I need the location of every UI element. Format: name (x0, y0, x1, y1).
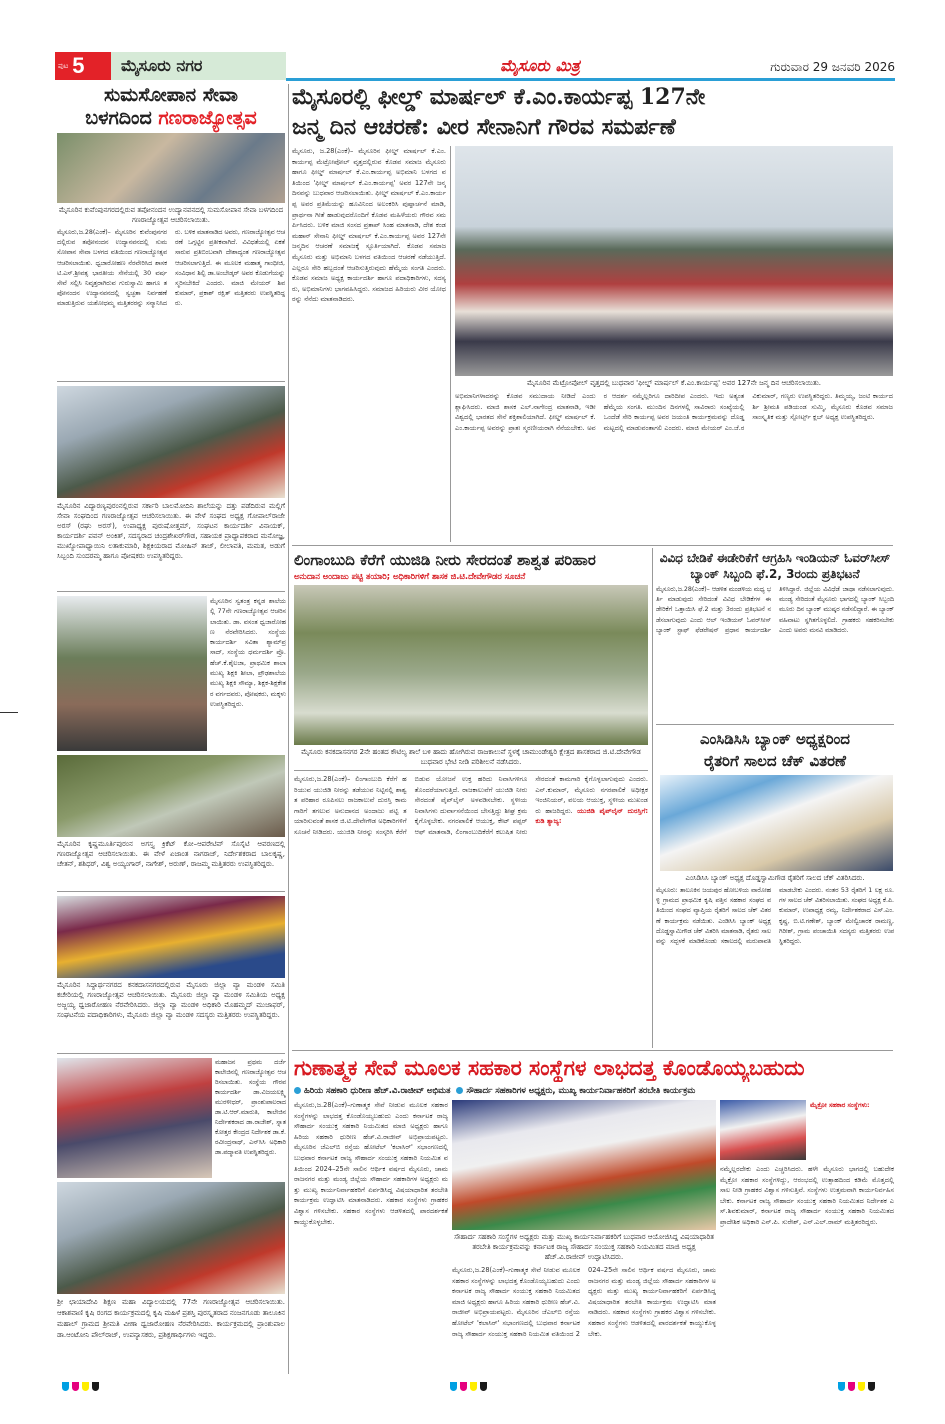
article-body: ಮೈಸೂರು: ತಾಲೂಕಿನ ಜಯಪುರ ಹೋಬಳಿಯ ವಾರೋಹಳ್ಳಿ ಗ್ರಾಮದ ಪ್ರಾಥಮಿಕ ಕೃಷಿ ಪತ್ತಿನ ಸಹಕಾರ ಸಂಘದ ವತಿಯಿಂದ ಸಂಘದ ವ್ಯಾಪ್ತಿಯ ರೈತರಿಗೆ ಸಾಲದ ಚೆಕ್ ವಿತರಣೆ ಕಾರ್ಯಕ್ರಮ ನಡೆಯಿತು. ಎಂಡಿಸಿಸಿ ಬ್ಯಾಂಕ್ ಅಧ್ಯಕ್ಷ ದೊಡ್ಡಸ್ವಾಮಿಗೌಡ ಚೆಕ್ ವಿತರಿಸಿ ಮಾತನಾಡಿ, ರೈತರು ಸಾಲವನ್ನು ಸದ್ಬಳಕೆ ಮಾಡಿಕೊಂಡು ಸಕಾಲದಲ್ಲಿ ಮರುಪಾವತಿ ಮಾಡಬೇಕು ಎಂದರು. ನಂತರ 53 ರೈತರಿಗೆ 1 ಲಕ್ಷ ರೂ.ಗಳ ಸಾಲದ ಚೆಕ್ ವಿತರಿಸಲಾಯಿತು. ಸಂಘದ ಅಧ್ಯಕ್ಷ ಕೆ.ಪಿ.ಕುಮಾರ್, ಉಪಾಧ್ಯಕ್ಷ ರಮ್ಯ, ನಿರ್ದೇಶಕರಾದ ಎಸ್.ಎಂ.ಕೃಷ್ಣ, ಬಿ.ಟಿ.ಗಣೇಶ್, ಬ್ಯಾಂಕ್ ಮೇಲ್ವಿಚಾರಕ ರಾಮಣ್ಣ, ಗಿರೀಶ್, ಗ್ರಾಮ ಪಂಚಾಯಿತಿ ಸದಸ್ಯರು ಮತ್ತಿತರರು ಉಪಸ್ಥಿತರಿದ್ದರು. (656, 887, 894, 946)
divider (57, 1053, 285, 1054)
headline-line: ಮೈಸೂರಲ್ಲಿ ಫೀಲ್ಡ್ ಮಾರ್ಷಲ್ ಕೆ.ಎಂ.ಕಾರ್ಯಪ್ಪ 127ನೇ (292, 84, 706, 110)
headline-highlight: ಗಣರಾಜ್ಯೋತ್ಸವ (158, 107, 257, 129)
inline-subhead: ಯುಜಿಡಿ ಪೈಪ್‌ಲೈನ್ ದುರಸ್ತಿಗೆ: (577, 806, 648, 815)
article-body: ಮಹಾಜನ ಪ್ರಥಮ ದರ್ಜೆ ಕಾಲೇಜಿನಲ್ಲಿ ಗಣರಾಜ್ಯೋತ್ಸವ ಆಚರಿಸಲಾಯಿತು. ಸಂಸ್ಥೆಯ ಗೌರವ ಕಾರ್ಯದರ್ಶಿ ಡಾ.ವಿಜಯಲಕ್ಷ್ಮಿ ಮುರಳೀಧರ್, ಪ್ರಾಂಶುಪಾಲರಾದ ಡಾ.ಟಿ.ಆರ್.ಮಾರುತಿ, ಕಾಲೇಜಿನ ನಿರ್ದೇಶಕರಾದ ಡಾ.ರಾಜೇಶ್, ಸ್ನಾತಕೋತ್ತರ ಕೇಂದ್ರದ ನಿರ್ದೇಶಕ ಡಾ.ಕೆ.ರವೀಂದ್ರನಾಥ್, ಎನ್‌ಸಿಸಿ ಅಧಿಕಾರಿ ಡಾ.ಪದ್ಮಾವತಿ ಉಪಸ್ಥಿತರಿದ್ದರು. (215, 1059, 286, 1156)
photo-caption: ಮೈಸೂರಿನ ಸಿದ್ಧಾರ್ಥನಗರದ ಕನಕದಾಸನಗರದಲ್ಲಿರುವ ಮೈಸೂರು ಜಿಲ್ಲಾ ವ್ಯಾ ಮಂಡಳಿ ಸಮಿತಿ ಕಚೇರಿಯಲ್ಲಿ ಗಣರಾಜ್ಯೋತ್ಸವ ಆಚರಿಸಲಾಯಿತು. ಮೈಸೂರು ಜಿಲ್ಲಾ ವ್ಯಾ ಮಂಡಳಿ ಸಮಿತಿಯ ಅಧ್ಯಕ್ಷ ಅಜ್ಜಯ್ಯ ಧ್ವಜಾರೋಹಣ ನೆರವೇರಿಸಿದರು. ಜಿಲ್ಲಾ ವ್ಯಾ ಮಂಡಳಿ ಅಧಿಕಾರಿ ಮೊಹಮ್ಮದ್ ಮುಜಾಫರ್, ಸಂಘಟನೆಯ ಪದಾಧಿಕಾರಿಗಳು, ಮೈಸೂರು ಜಿಲ್ಲಾ ವ್ಯಾ ಮಂಡಳಿ ಸದಸ್ಯರು ಮತ್ತಿತರರು ಉಪಸ್ಥಿತರಿದ್ದರು. (57, 981, 285, 1019)
coop-story-right (720, 1100, 894, 1376)
article-body: ನಮ್ಮೆಲ್ಲರದೇಕು ಎಂದು ಎಚ್ಚರಿಸಿದರು. ಹಳೇ ಮೈಸೂರು ಭಾಗದಲ್ಲಿ ಬಹುದೇಕ ಮೈಕ್ರೋ ಸಹಕಾರ ಸಂಸ್ಥೆಗಳಿದ್ದು, ಆರಂಭದಲ್ಲಿ ಉತ್ಸಾಹದಿಂದ ಕಡಿಮೆ ಮೊತ್ತದಲ್ಲಿ ಸಾಲ ನೀಡಿ ಗ್ರಾಹಕರ ವಿಶ್ವಾಸ ಗಳಿಸುತ್ತಿವೆ. ಸಂಸ್ಥೆಗಳು ಉತ್ತಮವಾಗಿ ಕಾರ್ಯನಿರ್ವಹಿಸಬೇಕು. ಕರ್ನಾಟಕ ರಾಜ್ಯ ಸೌಹಾರ್ದ ಸಂಯುಕ್ತ ಸಹಕಾರಿ ನಿಯಮಿತದ ನಿರ್ದೇಶಕ ಎಸ್.ಶಿವಕುಮಾರ್, ಕರ್ನಾಟಕ ರಾಜ್ಯ ಸೌಹಾರ್ದ ಸಂಯುಕ್ತ ಸಹಕಾರಿ ನಿಯಮಿತದ ಪ್ರಾದೇಶಿಕ ಅಧಿಕಾರಿ ಎನ್.ಪಿ. ಸುರೇಶ್, ಎನ್.ಎಲ್.ರಾಮ್ ಮತ್ತಿತರರಿದ್ದರು. (720, 1165, 894, 1226)
article-body: ಮೈಸೂರಿನ ಸ್ವತಂತ್ರ ಕನ್ನಡ ಶಾಲೆಯಲ್ಲಿ 77ನೇ ಗಣರಾಜ್ಯೋತ್ಸವ ಆಚರಿಸಲಾಯಿತು. ಡಾ. ವಸಂತ ಧ್ವಜಾರೋಹಣ ನೆರವೇರಿಸಿದರು. ಸಂಸ್ಥೆಯ ಕಾರ್ಯದರ್ಶಿ ಸವಿತಾ ಶ್ಯಾಮ್‌ಪ್ರಸಾದ್, ಸಂಸ್ಥೆಯ ಧರ್ಮದರ್ಶಿ ಪ್ರೊ.ಹೆಚ್.ಕೆ.ಶೈಲಜಾ, ಪ್ರಾಥಮಿಕ ಶಾಲಾ ಮುಖ್ಯ ಶಿಕ್ಷಕಿ ಶೀಲಾ, ಪ್ರೌಢಶಾಲೆಯ ಮುಖ್ಯ ಶಿಕ್ಷಕಿ ಸೌಮ್ಯಾ, ಶಿಕ್ಷಕ-ಶಿಕ್ಷಕೇತರ ವರ್ಗದವರು, ಪೋಷಕರು, ಮಕ್ಕಳು ಉಪಸ್ಥಿತರಿದ್ದರು. (210, 597, 286, 708)
photo-caption: ಮೈಸೂರಿನ ವಿದ್ಯಾರಣ್ಯಪುರಂನಲ್ಲಿರುವ ಸರ್ಕಾರಿ ಬಾಲಮೋದಿನಿ ಶಾಲೆಯನ್ನು ದತ್ತು ಪಡೆದಿರುವ ಮಲ್ಲಿಗೆ ಸೇವಾ ಸಂಘದಿಂದ ಗಣರಾಜ್ಯೋತ್ಸವ ಆಚರಿಸಲಾಯಿತು. ಈ ವೇಳೆ ಸಂಘದ ಅಧ್ಯಕ್ಷ ಗೋಪಾಲ್‌ರಾಜೇ ಅರಸ್ (ರಘು ಅರಸ್), ಉಪಾಧ್ಯಕ್ಷ ಪುರುಷೋತ್ತಮ್, ಸಂಘಟನ ಕಾರ್ಯದರ್ಶಿ ವಿನಾಯಕ್, ಕಾರ್ಯದರ್ಶಿ ಪವನ್ ಅಂಕಿತ್, ಸದಸ್ಯರಾದ ಚಂದ್ರಶೇಖರ್‌ಗೌಡ, ಸಹಾಯಕ ಪ್ರಾಧ್ಯಾಪಕರಾದ ಮನೋಜ್ಞ, ಮುಖ್ಯೋಪಾಧ್ಯಾಯಿನಿ ಲತಾಕುಮಾರಿ, ಶಿಕ್ಷಕಿಯರಾದ ಮೋಹಿನ್ ತಾಜ್, ಲೀಲಾವತಿ, ಮಮತ, ಅಡುಗೆ ಸಿಬ್ಬಂದಿ ಸುಂದರಮ್ಮ ಹಾಗೂ ಪೋಷಕರು ಉಪಸ್ಥಿತರಿದ್ದರು. (57, 502, 285, 560)
photo-caption: ಮೈಸೂರಿನ ಕುವೆಂಪುನಗರದಲ್ಲಿರುವ ತಪೋನಂದನ ಉದ್ಯಾನವನದಲ್ಲಿ ಸುಮಸೋಪಾನ ಸೇವಾ ಬಳಗದಿಂದ ಗಣರಾಜ್ಯೋತ್ಸವ ಆಚರಿಸಲಾಯಿತು. (58, 206, 284, 224)
headline-line: ಬಳಗದಿಂದ (85, 107, 159, 129)
headline-line: ಜನ್ಮ ದಿನ ಆಚರಣೆ: ವೀರ ಸೇನಾನಿಗೆ ಗೌರವ ಸಮರ್ಪಣೆ (292, 114, 676, 140)
yellow-mark (82, 1382, 89, 1391)
headline-lingambudi-lake: ಲಿಂಗಾಂಬುದಿ ಕೆರೆಗೆ ಯುಜಿಡಿ ನೀರು ಸೇರದಂತೆ ಶಾಶ್ವತ ಪರಿಹಾರ (294, 551, 596, 569)
column-divider (288, 84, 289, 1374)
registration-marks (450, 1382, 487, 1391)
photo-cricket-society (57, 755, 285, 837)
column-divider (652, 548, 653, 1048)
magenta-mark (72, 1382, 79, 1391)
article-body: ಮೈಸೂರು,ಜ.28(ಎಂಕೆ)–ಗುಣಾತ್ಮಕ ಸೇವೆ ನೀಡುವ ಮೂಲಕ ಸಹಕಾರ ಸಂಸ್ಥೆಗಳನ್ನು ಲಾಭದತ್ತ ಕೊಂಡೊಯ್ಯಬಹುದು ಎಂದು ಕರ್ನಾಟಕ ರಾಜ್ಯ ಸೌಹಾರ್ದ ಸಂಯುಕ್ತ ಸಹಕಾರಿ ನಿಯಮಿತದ ಮಾಜಿ ಅಧ್ಯಕ್ಷರು ಹಾಗೂ ಹಿರಿಯ ಸಹಕಾರಿ ಧುರೀಣ ಹೆಚ್.ವಿ.ರಾಜೀವ್ ಅಭಿಪ್ರಾಯಪಟ್ಟರು. ಮೈಸೂರಿನ ಜೆಎಲ್‌ಬಿ ರಸ್ತೆಯ ಹೋಟೆಲ್ 'ಕಲಾಸಿರ್' ಸಭಾಂಗಣದಲ್ಲಿ ಬುಧವಾರ ಕರ್ನಾಟಕ ರಾಜ್ಯ ಸೌಹಾರ್ದ ಸಂಯುಕ್ತ ಸಹಕಾರಿ ನಿಯಮಿತ ವತಿಯಿಂದ 2024–25ನೇ ಸಾಲಿನ ಆರ್ಥಿಕ ವರ್ಷದ ಮೈಸೂರು, ಚಾಮರಾಜನಗರ ಮತ್ತು ಮಂಡ್ಯ ಜಿಲ್ಲೆಯ ಸೌಹಾರ್ದ ಸಹಕಾರಿಗಳ ಅಧ್ಯಕ್ಷರು ಮತ್ತು ಮುಖ್ಯ ಕಾರ್ಯನಿರ್ವಾಹಕರಿಗೆ ಏರ್ಪಡಿಸಿದ್ದ ವಿಷಯಾಧಾರಿತ ತರಬೇತಿ ಕಾರ್ಯಕ್ರಮ ಉದ್ಘಾಟಿಸಿ ಮಾತನಾಡಿದರು. ಸಹಕಾರ ಸಂಸ್ಥೆಗಳು ಗ್ರಾಹಕರ ವಿಶ್ವಾಸ ಗಳಿಸಬೇಕು. ಸಹಕಾರ ಸಂಸ್ಥೆಗಳು ಆಡಳಿತದಲ್ಲಿ ಪಾರದರ್ಶಕತೆ ಕಾಯ್ದುಕೊಳ್ಳಬೇಕು. (452, 1266, 716, 1338)
crop-mark (0, 712, 18, 713)
coop-portrait-row (720, 1100, 894, 1160)
headline-cooperatives: ಗುಣಾತ್ಮಕ ಸೇವೆ ಮೂಲಕ ಸಹಕಾರ ಸಂಸ್ಥೆಗಳ ಲಾಭದತ್ತ ಕೊಂಡೊಯ್ಯಬಹುದು (294, 1055, 805, 1080)
cyan-mark (838, 1382, 845, 1391)
headline-bullets (294, 1084, 894, 1096)
article-body: ಮೈಸೂರು,ಜ.28(ಎಂಕೆ)– ಆಡಳಿತ ಮಂಡಳಿಯ ಮಧ್ಯ ಭರ್ತಿ ಮಾಡುವುದು ಸೇರಿದಂತೆ ವಿವಿಧ ಬೇಡಿಕೆಗಳ ಈಡೇರಿಕೆಗೆ ಒತ್ತಾಯಿಸಿ ಫೆ.2 ಮತ್ತು 3ರಂದು ಪ್ರತಿಭಟನೆ ನಡೆಸಲಾಗುವುದು ಎಂದು ಆಲ್ ಇಂಡಿಯನ್ ಓವರ್‌ಸೀಸ್ ಬ್ಯಾಂಕ್ ಸ್ಟಾಫ್ ಫೆಡರೇಷನ್ ಪ್ರಧಾನ ಕಾರ್ಯದರ್ಶಿ ತಿಳಿಸಿದ್ದಾರೆ. ಜಿಲ್ಲೆಯ ವಿವಿಧೆಡೆ ಜಾಥಾ ನಡೆಸಲಾಗುವುದು. ಮಂಡ್ಯ ಸೇರಿದಂತೆ ಮೈಸೂರು ಭಾಗದಲ್ಲಿ ಬ್ಯಾಂಕ್ ಸಿಬ್ಬಂದಿ ಮೂರು ದಿನ ಬ್ಯಾಂಕ್ ಮುಷ್ಕರ ನಡೆಸಲಿದ್ದಾರೆ. ಈ ಬ್ಯಾಂಕ್ ವಹಿವಾಟು ಸ್ಥಗಿತಗೊಳ್ಳಲಿದೆ. ಗ್ರಾಹಕರು ಸಹಕರಿಸಬೇಕು ಎಂದು ಅವರು ಮನವಿ ಮಾಡಿದರು. (656, 586, 894, 634)
photo-mallige-seva (57, 386, 285, 498)
headline-sumasopana (57, 84, 285, 130)
page-number: 5 (72, 53, 85, 78)
divider (57, 891, 285, 892)
story-mcdcc (656, 728, 894, 1046)
main-story-right (450, 146, 893, 542)
coop-story-middle (452, 1100, 716, 1376)
registration-marks (838, 1382, 875, 1391)
story-sumasopana (57, 84, 285, 378)
divider (656, 724, 894, 725)
masthead-rule (286, 78, 895, 81)
article-body (294, 774, 648, 1046)
headline-line: ಸುಮಸೋಪಾನ ಸೇವಾ (104, 84, 238, 106)
divider (292, 545, 893, 546)
story-lingambudi-lake (294, 550, 648, 1046)
photo-chayadevi-college (57, 1182, 285, 1294)
cyan-mark (62, 1382, 69, 1391)
photo-caption: ಮೈಸೂರಿನ ಕೃಷ್ಣಮೂರ್ತಿಪುರಂನ ಅಗಸ್ತ್ಯ ಕ್ರಿಕೆಟ್ ಕೋ–ಆಪರೇಟಿವ್ ಸೊಸೈಟಿ ಆವರಣದಲ್ಲಿ ಗಣರಾಜ್ಯೋತ್ಸವ ಆಚರಿಸಲಾಯಿತು. ಈ ವೇಳೆ ಏಜಾಂತ ನಾಗರಾಜ್, ನಿರ್ದೇಶಕರಾದ ಬಾಲಕೃಷ್ಣ, ಚೇತನ್, ಶಶಿಧರ್, ವಿಶ್ವ ಅಯ್ಯಂಗಾರ್, ನಾಗೇಶ್, ಅರುಣ್, ರಾಜಮ್ಮ ಮತ್ತಿತರರು ಉಪಸ್ಥಿತರಿದ್ದರು. (57, 840, 285, 868)
photo-mahajana-college (57, 1058, 212, 1178)
story-cricket-society (57, 755, 285, 888)
bullet-text: ಸೌಹಾರ್ದ ಸಹಕಾರಿಗಳ ಅಧ್ಯಕ್ಷರು, ಮುಖ್ಯ ಕಾರ್ಯನಿರ್ವಾಹಕರಿಗೆ ತರಬೇತಿ ಕಾರ್ಯಕ್ರಮ (466, 1085, 696, 1095)
photo-caption: ಸೌಹಾರ್ದ ಸಹಕಾರಿ ಸಂಸ್ಥೆಗಳ ಅಧ್ಯಕ್ಷರು ಮತ್ತು ಮುಖ್ಯ ಕಾರ್ಯನಿರ್ವಾಹಕರಿಗೆ ಬುಧವಾರ ಆಯೋಜಿಸಿದ್ದ ವಿಷಯಾಧಾರಿತ ತರಬೇತಿ ಕಾರ್ಯಕ್ರಮವನ್ನು ಕರ್ನಾಟಕ ರಾಜ್ಯ ಸೌಹಾರ್ದ ಸಂಯುಕ್ತ ಸಹಕಾರಿ ನಿಯಮಿತದ ಮಾಜಿ ಅಧ್ಯಕ್ಷ ಹೆಚ್.ವಿ.ರಾಜೀವ್ ಉದ್ಘಾಟಿಸಿದರು. (454, 1233, 714, 1261)
photo-caption: ಎಂಸಿಡಿಸಿಸಿ ಬ್ಯಾಂಕ್ ಅಧ್ಯಕ್ಷ ದೊಡ್ಡಸ್ವಾಮಿಗೌಡ ರೈತರಿಗೆ ಸಾಲದ ಚೆಕ್ ವಿತರಿಸಿದರು. (685, 874, 865, 882)
black-mark (480, 1382, 487, 1391)
magenta-mark (848, 1382, 855, 1391)
yellow-mark (470, 1382, 477, 1391)
story-chayadevi-college (57, 1182, 285, 1374)
magenta-mark (460, 1382, 467, 1391)
article-text: ಮೈಸೂರು,ಜ.28(ಎಂಕೆ)– ಲಿಂಗಾಂಬುದಿ ಕೆರೆಗೆ ಹರಿಯುವ ಯುಜಿಡಿ ನೀರನ್ನು ತಡೆಯುವ ನಿಟ್ಟಿನಲ್ಲಿ ಶಾಶ್ವತ ಪರಿಹಾರ ರೂಪಿಸಲು ರಾಜಕಾಲುವೆ ದುರಸ್ತಿ ಕಾಮಗಾರಿಗೆ ತಗಲುವ ಅನುದಾನದ ಅಂದಾಜು ಪಟ್ಟಿ ತಯಾರಿಸುವಂತೆ ಶಾಸಕ ಜಿ.ಟಿ.ದೇವೇಗೌಡ ಅಧಿಕಾರಿಗಳಿಗೆ ಸೂಚನೆ ನೀಡಿದರು. ಯುಜಿಡಿ ನೀರನ್ನು ಸಂಸ್ಕರಿಸಿ ಕೆರೆಗೆ ಬಿಡುವ ಯೋಜನೆ ಉಕ್ತ ಹರಿದು ನಿವಾಸಿಗಳಿಗೂ ತೊಂದರೆಯಾಗುತ್ತಿದೆ. ರಾಜಕಾಲುವೆಗೆ ಯುಜಿಡಿ ನೀರು ಸೇರದಂತೆ ಪೈಪ್‌ಲೈನ್ ಅಳವಡಿಸಬೇಕು. ಸ್ಥಳೀಯ ನಿವಾಸಿಗಳು ದುರ್ವಾಸನೆಯಿಂದ ಬೇಸತ್ತಿದ್ದು ಶೀಘ್ರ ಕ್ರಮ ಕೈಗೊಳ್ಳಬೇಕು. ನಗರಪಾಲಿಕೆ ಆಯುಕ್ತ, ಕೇಟ್ ಪಪ್ಪರ್ ಆಫ್ ಮಾತನಾಡಿ, ಲಿಂಗಾಂಬುದಿಕೆರೆಗೆ ಕಲುಷಿತ ನೀರು ಸೇರದಂತೆ ಕಾಮಗಾರಿ ಕೈಗೊಳ್ಳಲಾಗುವುದು ಎಂದರು. ಎನ್.ಕುಮಾರ್, ಮೈಸೂರು ನಗರಪಾಲಿಕೆ ಅಧೀಕ್ಷಕ ಇಂಜಿನಿಯರ್, ವಲಯ ಆಯುಕ್ತ, ಸ್ಥಳೀಯ ಮುಖಂಡರು ಹಾಜರಿದ್ದರು. (294, 775, 648, 836)
divider (57, 381, 285, 382)
black-mark (92, 1382, 99, 1391)
photo-cariappa-statue-gathering (455, 146, 893, 376)
yellow-mark (858, 1382, 865, 1391)
section-title: ಮೈಸೂರು ನಗರ (111, 52, 286, 80)
story-wakf-board (57, 896, 285, 1050)
headline-mcdcc (656, 728, 894, 772)
photo-cheque-distribution (660, 775, 893, 871)
page-number-box (55, 52, 111, 80)
photo-sumasopana-group (57, 133, 285, 203)
bullet-icon (294, 1087, 301, 1094)
inline-subhead: ಕುಡಿ ತ್ಯಾಜ್ಯ: (535, 817, 562, 826)
headline-iob-protest: ವಿವಿಧ ಬೇಡಿಕೆ ಈಡೇರಿಕೆಗೆ ಆಗ್ರಹಿಸಿ ಇಂಡಿಯನ್ ಓವರ್‌ಸೀಸ್ ಬ್ಯಾಂಕ್ ಸಿಬ್ಬಂದಿ ಫೆ.2, 3ರಂದು ಪ್ರತಿಭಟನೆ (659, 551, 891, 581)
headline-line: ಎಂಸಿಡಿಸಿಸಿ ಬ್ಯಾಂಕ್ ಅಧ್ಯಕ್ಷರಿಂದ (700, 730, 850, 748)
article-body (810, 1100, 894, 1160)
article-body: ಮೈಸೂರು, ಜ.28(ಎಂಕೆ)– ಮೈಸೂರಿನ ಫೀಲ್ಡ್ ಮಾರ್ಷಲ್ ಕೆ.ಎಂ.ಕಾರ್ಯಪ್ಪ ಮೆಟ್ರೋಪೋಲ್ ವೃತ್ತದಲ್ಲಿರುವ ಕೊಡವ ಸಮಾಜ ಮೈಸೂರು ಹಾಗೂ ಫೀಲ್ಡ್ ಮಾರ್ಷಲ್ ಕೆ.ಎಂ.ಕಾರ್ಯಪ್ಪ ಅಭಿಮಾನಿ ಬಳಗದ ವತಿಯಿಂದ 'ಫೀಲ್ಡ್ ಮಾರ್ಷಲ್ ಕೆ.ಎಂ.ಕಾರ್ಯಪ್ಪ' ಅವರ 127ನೇ ಜನ್ಮ ದಿನವನ್ನು ಬುಧವಾರ ಆಚರಿಸಲಾಯಿತು. ಫೀಲ್ಡ್ ಮಾರ್ಷಲ್ ಕೆ.ಎಂ.ಕಾರ್ಯಪ್ಪ ಅವರ ಪ್ರತಿಮೆಯನ್ನು ಹೂವಿನಿಂದ ಅಲಂಕರಿಸಿ ಪುಷ್ಪಾರ್ಚನೆ ಮಾಡಿ, ಪ್ರಾರ್ಥನಾ ಗೀತೆ ಹಾಡುವುದರೊಂದಿಗೆ ಕೊಡವ ಮಹಿಳೆಯರು ಗೌರವ ಸಮರ್ಪಿಸಿದರು. ಬಳಿಕ ಮಾಜಿ ಸಂಸದ ಪ್ರತಾಪ್ ಸಿಂಹ ಮಾತನಾಡಿ, ದೇಶ ಕಂಡ ಮಹಾನ್ ಸೇನಾನಿ ಫೀಲ್ಡ್ ಮಾರ್ಷಲ್ ಕೆ.ಎಂ.ಕಾರ್ಯಪ್ಪ ಅವರ 127ನೇ ಜನ್ಮದಿನ ಆಚರಣೆ ಸಮಾಜಕ್ಕೆ ಸ್ಫೂರ್ತಿಯಾಗಿದೆ. ಕೊಡವ ಸಮಾಜ ಮೈಸೂರು ಮತ್ತು ಅಭಿಮಾನಿ ಬಳಗದ ವತಿಯಿಂದ ಆಚರಣೆ ನಡೆಯುತ್ತಿದೆ. ಎಲ್ಲರೂ ಸೇರಿ ಹಬ್ಬದಂತೆ ಆಚರಿಸುತ್ತಿರುವುದು ಹೆಮ್ಮೆಯ ಸಂಗತಿ ಎಂದರು. ಕೊಡವ ಸಮಾಜ ಅಧ್ಯಕ್ಷ ಕಾರ್ಯದರ್ಶಿ ಹಾಗೂ ಪದಾಧಿಕಾರಿಗಳು, ಸದಸ್ಯರು, ಅಭಿಮಾನಿಗಳು ಭಾಗವಹಿಸಿದ್ದರು. ಸಮಾಜದ ಹಿರಿಯರು ವೀರ ಯೋಧರನ್ನು ನೆನೆದು ಮಾತನಾಡಿದರು. (292, 147, 446, 304)
subheadline: ಅನುದಾನ ಅಂದಾಜು ಪಟ್ಟಿ ತಯಾರಿ; ಅಧಿಕಾರಿಗಳಿಗೆ ಶಾಸಕ ಜಿ.ಟಿ.ದೇವೇಗೌಡರ ಸೂಚನೆ (294, 571, 526, 581)
photo-caption: ಶ್ರೀ ಛಾಯಾದೇವಿ ಶಿಕ್ಷಣ ಮಹಾ ವಿದ್ಯಾಲಯದಲ್ಲಿ 77ನೇ ಗಣರಾಜ್ಯೋತ್ಸವ ಆಚರಿಸಲಾಯಿತು. ಆಕಾಶವಾಣಿ ಕೃಷಿ ರಂಗದ ಕಾರ್ಯಕ್ರಮದಲ್ಲಿ ಕೃಷಿ ಮಹಿಳೆ ಪ್ರಶಸ್ತಿ ಪುರಸ್ಕೃತರಾದ ನಂಜನಗೂಡು ತಾಲೂಕಿನ ಮಹಾಲ್ ಗ್ರಾಮದ ಶ್ರೀಮತಿ ವೀಣಾ ಧ್ವಜಾರೋಹಣ ನೆರವೇರಿಸಿದರು. ಕಾರ್ಯಕ್ರಮದಲ್ಲಿ ಪ್ರಾಂಶುಪಾಲ ಡಾ.ಆಂಟೋನಿ ಪೌಲ್‌ರಾಜ್, ಉಪನ್ಯಾಸಕರು, ಪ್ರಶಿಕ್ಷಣಾರ್ಥಿಗಳು ಇದ್ದರು. (57, 1298, 285, 1339)
bullet-icon (456, 1087, 463, 1094)
photo-wakf-board (57, 896, 285, 978)
main-headline (292, 82, 893, 142)
main-story-content (292, 146, 893, 542)
page-word: ಪುಟ (58, 61, 69, 70)
bullet-text: ಹಿರಿಯ ಸಹಕಾರಿ ಧುರೀಣ ಹೆಚ್.ವಿ.ರಾಜೀವ್ ಅಭಿಮತ (304, 1085, 451, 1095)
photo-speaker-portrait (720, 1100, 806, 1160)
divider (57, 591, 285, 592)
story-cooperatives (294, 1054, 894, 1376)
story-mallige-seva (57, 386, 285, 588)
headline-line: ರೈತರಿಗೆ ಸಾಲದ ಚೆಕ್ ವಿತರಣೆ (704, 752, 846, 770)
photo-coop-training-inauguration (452, 1100, 716, 1230)
article-body: ಮೈಸೂರು,ಜ.28(ಎಂಕೆ)– ಮೈಸೂರಿನ ಕುವೆಂಪುನಗರದಲ್ಲಿರುವ ತಪೋನಂದನ ಉದ್ಯಾನವನದಲ್ಲಿ ಸುಮಸೋಪಾನ ಸೇವಾ ಬಳಗದ ವತಿಯಿಂದ ಗಣರಾಜ್ಯೋತ್ಸವ ಆಚರಿಸಲಾಯಿತು. ಧ್ವಜಾರೋಹಣ ನೆರವೇರಿಸಿದ ಶಾಸಕ ಟಿ.ಎಸ್.ಶ್ರೀವತ್ಸ ಭಾರತೀಯ ಸೇನೆಯಲ್ಲಿ 30 ವರ್ಷ ಸೇವೆ ಸಲ್ಲಿಸಿ ನಿವೃತ್ತರಾಗಿರುವ ಗುರುಸ್ವಾಮಿ ಹಾಗೂ ತಪೋನಂದನ ಉದ್ಯಾನವನದಲ್ಲಿ ಸ್ವಚ್ಛತಾ ನಿರ್ವಹಣೆ ಮಾಡುತ್ತಿರುವ ಯಶೋಧಮ್ಮ ಮತ್ತಿತರರನ್ನು ಸನ್ಮಾನಿಸಿದರು. ಬಳಿಕ ಮಾತನಾಡಿದ ಅವರು, ಗಣರಾಜ್ಯೋತ್ಸವ ಆಚರಣೆ ಒಗ್ಗಟ್ಟಿನ ಪ್ರತೀಕವಾಗಿದೆ. ವಿವಿಧತೆಯಲ್ಲಿ ಏಕತೆ ಸಾರುವ ಪ್ರತಿಬಿಂಬವಾಗಿ ದೇಶಾದ್ಯಂತ ಗಣರಾಜ್ಯೋತ್ಸವ ಆಚರಿಸಲಾಗುತ್ತಿದೆ. ಈ ಮೂಲಕ ಮಹಾತ್ಮ ಗಾಂಧೀಜಿ, ಸಂವಿಧಾನ ಶಿಲ್ಪಿ ಡಾ.ಅಂಬೇಡ್ಕರ್ ಅವರ ಕೊಡುಗೆಯನ್ನು ಸ್ಮರಿಸಬೇಕಿದೆ ಎಂದರು. ಮಾಜಿ ಮೇಯರ್ ಶಿವಕುಮಾರ್, ಪ್ರಕಾಶ್ ರಕ್ಷಿತ್ ಮತ್ತಿತರರು ಉಪಸ್ಥಿತರಿದ್ದರು. (57, 229, 285, 308)
divider (294, 770, 648, 771)
registration-marks (62, 1382, 99, 1391)
dateline: ಗುರುವಾರ 29 ಜನವರಿ 2026 (770, 60, 895, 74)
photo-caption: ಮೈಸೂರಿನ ಮೆಟ್ರೋಪೋಲ್ ವೃತ್ತದಲ್ಲಿ ಬುಧವಾರ 'ಫೀಲ್ಡ್ ಮಾರ್ಷಲ್ ಕೆ.ಎಂ.ಕಾರ್ಯಪ್ಪ' ಅವರ 127ನೇ ಜನ್ಮ ದಿನ ಆಚರಿಸಲಾಯಿತು. (526, 379, 822, 387)
photo-caption: ಮೈಸೂರು ಕನಕದಾಸನಗರ 2ನೇ ಹಂತದ ಕೌಟಿಲ್ಯ ಶಾಲೆ ಬಳಿ ಹಾದು ಹೋಗಿರುವ ರಾಜಕಾಲುವೆ ಸ್ಥಳಕ್ಕೆ ಚಾಮುಂಡೇಶ್ವರಿ ಕ್ಷೇತ್ರದ ಶಾಸಕರಾದ ಜಿ.ಟಿ.ದೇವೇಗೌಡ ಬುಧವಾರ ಭೇಟಿ ನೀಡಿ ಪರಿಶೀಲನೆ ನಡೆಸಿದರು. (301, 748, 641, 766)
article-body: ಮೈಸೂರು,ಜ.28(ಎಂಕೆ)–ಗುಣಾತ್ಮಕ ಸೇವೆ ನೀಡುವ ಮೂಲಕ ಸಹಕಾರ ಸಂಸ್ಥೆಗಳನ್ನು ಲಾಭದತ್ತ ಕೊಂಡೊಯ್ಯಬಹುದು ಎಂದು ಕರ್ನಾಟಕ ರಾಜ್ಯ ಸೌಹಾರ್ದ ಸಂಯುಕ್ತ ಸಹಕಾರಿ ನಿಯಮಿತದ ಮಾಜಿ ಅಧ್ಯಕ್ಷರು ಹಾಗೂ ಹಿರಿಯ ಸಹಕಾರಿ ಧುರೀಣ ಹೆಚ್.ವಿ.ರಾಜೀವ್ ಅಭಿಪ್ರಾಯಪಟ್ಟರು. ಮೈಸೂರಿನ ಜೆಎಲ್‌ಬಿ ರಸ್ತೆಯ ಹೋಟೆಲ್ 'ಕಲಾಸಿರ್' ಸಭಾಂಗಣದಲ್ಲಿ ಬುಧವಾರ ಕರ್ನಾಟಕ ರಾಜ್ಯ ಸೌಹಾರ್ದ ಸಂಯುಕ್ತ ಸಹಕಾರಿ ನಿಯಮಿತ ವತಿಯಿಂದ 2024–25ನೇ ಸಾಲಿನ ಆರ್ಥಿಕ ವರ್ಷದ ಮೈಸೂರು, ಚಾಮರಾಜನಗರ ಮತ್ತು ಮಂಡ್ಯ ಜಿಲ್ಲೆಯ ಸೌಹಾರ್ದ ಸಹಕಾರಿಗಳ ಅಧ್ಯಕ್ಷರು ಮತ್ತು ಮುಖ್ಯ ಕಾರ್ಯನಿರ್ವಾಹಕರಿಗೆ ಏರ್ಪಡಿಸಿದ್ದ ವಿಷಯಾಧಾರಿತ ತರಬೇತಿ ಕಾರ್ಯಕ್ರಮ ಉದ್ಘಾಟಿಸಿ ಮಾತನಾಡಿದರು. ಸಹಕಾರ ಸಂಸ್ಥೆಗಳು ಗ್ರಾಹಕರ ವಿಶ್ವಾಸ ಗಳಿಸಬೇಕು. ಸಹಕಾರ ಸಂಸ್ಥೆಗಳು ಆಡಳಿತದಲ್ಲಿ ಪಾರದರ್ಶಕತೆ ಕಾಯ್ದುಕೊಳ್ಳಬೇಕು. (294, 1101, 448, 1226)
black-mark (868, 1382, 875, 1391)
divider (292, 1050, 893, 1051)
newspaper-logo: ಮೈಸೂರು ಮಿತ್ರ (500, 56, 580, 75)
story-cariappa (292, 82, 893, 542)
article-body: ಅಭಿಮಾನಿಗಳಾದರನ್ನು ಕೊಡವ ಸಮುದಾಯ ನೀಡಿದೆ ಎಂದು ಶ್ಲಾಘಿಸಿದರು. ಮಾಜಿ ಶಾಸಕ ಎಲ್.ನಾಗೇಂದ್ರ ಮಾತನಾಡಿ, ಇಡೀ ವಿಶ್ವದಲ್ಲಿ ಭಾರತದ ಸೇನೆ ಶಕ್ತಿಶಾಲಿಯಾಗಿದೆ. ಫೀಲ್ಡ್ ಮಾರ್ಷಲ್ ಕೆ.ಎಂ.ಕಾರ್ಯಪ್ಪ ಅವರನ್ನು ಪ್ರಾತಃ ಸ್ಮರಣೀಯರಾಗಿ ನೆನೆಯಬೇಕು. ಅವರ ಆದರ್ಶ ನಮ್ಮೆಲ್ಲರಿಗೂ ದಾರಿದೀಪ ಎಂದರು. ಇದು ಅತ್ಯಂತ ಹೆಮ್ಮೆಯ ಸಂಗತಿ. ಮುಂದಿನ ದಿನಗಳಲ್ಲಿ ಸಾವಿರಾರು ಸಂಖ್ಯೆಯಲ್ಲಿ ಒಂದೆಡೆ ಸೇರಿ ಕಾರ್ಯಪ್ಪ ಅವರ ಜಯಂತಿ ಕಾರ್ಯಕ್ರಮವನ್ನು ದೊಡ್ಡ ಮಟ್ಟದಲ್ಲಿ ಮಾಡುವಂತಾಗಲಿ ಎಂದರು. ಮಾಜಿ ಮೇಯರ್ ಎಂ.ಜೆ.ರವಿಕುಮಾರ್, ಗಣ್ಯರು ಉಪಸ್ಥಿತರಿದ್ದರು. ತಿಮ್ಮಯ್ಯ, ಜಂಟಿ ಕಾರ್ಯದರ್ಶಿ ಶ್ರೀಮತಿ ಪಡಿಯಂಡ ಸುಮ್ಮಿ, ಮೈಸೂರು ಕೊಡವ ಸಮಾಜ ಸಾಂಸ್ಕೃತಿಕ ಮತ್ತು ಸ್ಪೋರ್ಟ್ಸ್ ಕ್ಲಬ್ ಅಧ್ಯಕ್ಷ ಉಪಸ್ಥಿತರಿದ್ದರು. (455, 392, 893, 432)
inline-subhead: ಮೈಕ್ರೋ ಸಹಕಾರ ಸಂಸ್ಥೆಗಳು: (810, 1101, 870, 1109)
coop-story-content (294, 1100, 894, 1376)
photo-flag-hoisting-school (57, 596, 207, 751)
cyan-mark (450, 1382, 457, 1391)
photo-lake-inspection (294, 585, 648, 745)
story-iob-protest (656, 550, 894, 720)
